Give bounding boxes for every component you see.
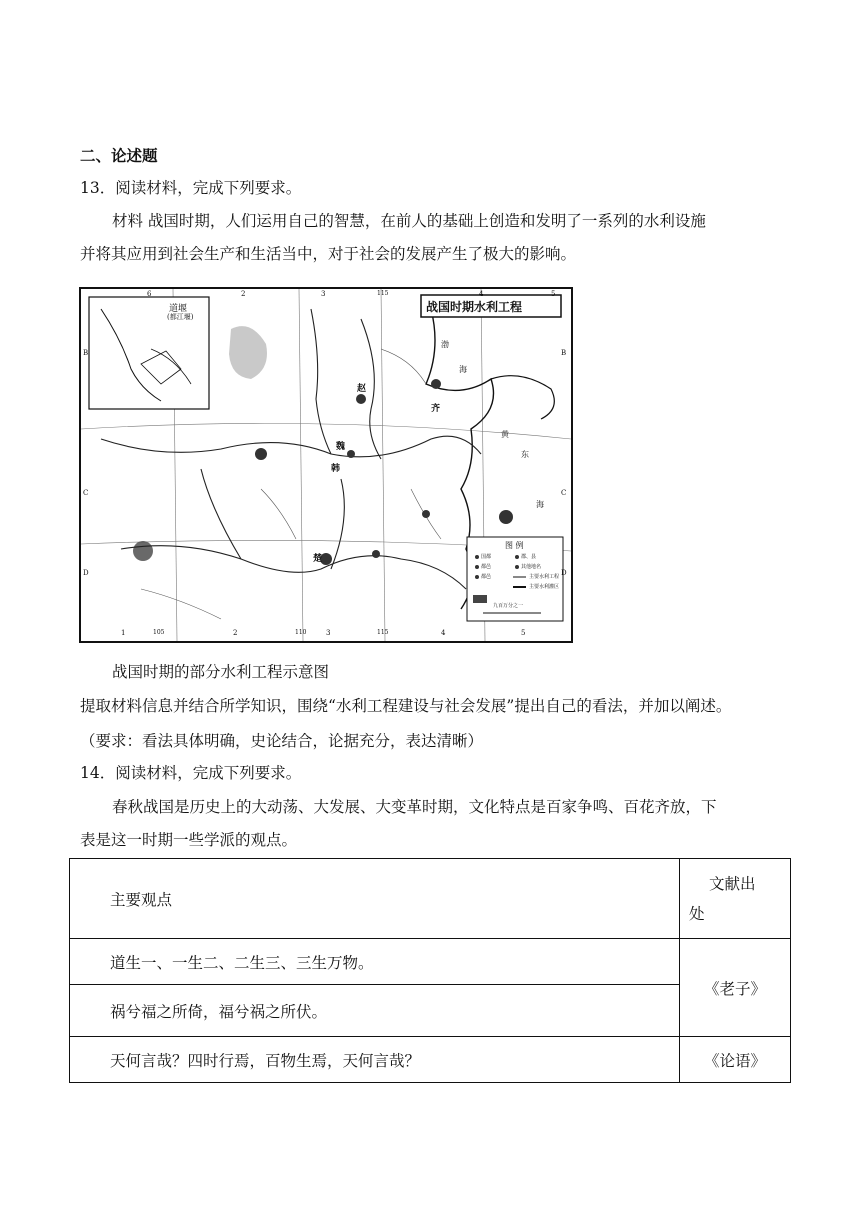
schools-views-table — [69, 858, 791, 1083]
legend-item: 都邑 — [481, 564, 492, 570]
place-label: 渤 — [441, 340, 449, 349]
q13-task-line1: 提取材料信息并结合所学知识，围绕“水利工程建设与社会发展”提出自己的看法，并加以阐述。 — [80, 697, 732, 715]
q13-material-line2: 并将其应用到社会生产和生活当中，对于社会的发展产生了极大的影响。 — [80, 245, 577, 263]
table-header-row — [70, 859, 791, 939]
place-label: 齐 — [431, 404, 441, 414]
place-label: 楚 — [313, 554, 323, 564]
place-label: 赵 — [357, 384, 367, 394]
place-label: 海 — [459, 365, 467, 374]
legend-item: 其他地名 — [521, 564, 542, 570]
q13-task-line2: （要求：看法具体明确，史论结合，论据充分，表达清晰） — [80, 732, 484, 750]
grid-label-right: B — [561, 349, 567, 357]
place-label: 黄 — [501, 430, 509, 439]
header-source — [680, 859, 791, 939]
row-source: 《老子》 — [680, 939, 791, 1037]
grid-label-bottom: 2 — [233, 629, 238, 637]
map-caption: 战国时期的部分水利工程示意图 — [112, 663, 330, 681]
grid-label-bottom: 3 — [326, 629, 331, 637]
grid-label-top: 4 — [479, 290, 484, 298]
inset-subtitle: (都江堰) — [167, 313, 194, 321]
place-label: 海 — [536, 500, 544, 509]
section-heading: 二、论述题 — [80, 147, 158, 165]
place-label: 东 — [521, 450, 529, 459]
grid-label-bottom: 115 — [377, 629, 389, 636]
map-title: 战国时期水利工程 — [426, 300, 523, 314]
legend-item: 都邑 — [481, 574, 492, 580]
legend-item: 国都 — [481, 554, 492, 560]
q14-intro-line2: 表是这一时期一些学派的观点。 — [80, 831, 298, 849]
inset-title: 道堰 — [169, 304, 188, 314]
grid-label-top: 6 — [147, 290, 152, 298]
water-conservancy-map — [79, 287, 573, 643]
grid-label-left: D — [83, 569, 89, 577]
legend-item: 主要水利灌区 — [529, 584, 560, 590]
grid-label-left: C — [83, 489, 89, 497]
table-row — [70, 939, 791, 985]
grid-label-right: D — [561, 569, 567, 577]
table-row — [70, 1037, 791, 1083]
legend-title: 图 例 — [505, 541, 524, 550]
q14-intro-line1: 春秋战国是历史上的大动荡、大发展、大变革时期，文化特点是百家争鸣、百花齐放，下 — [112, 798, 717, 816]
grid-label-top: 5 — [551, 290, 556, 298]
legend-item: 主要水利工程 — [529, 574, 560, 580]
row-view: 天何言哉？四时行焉，百物生焉，天何言哉？ — [70, 1037, 680, 1083]
row-view: 祸兮福之所倚，福兮祸之所伏。 — [70, 985, 680, 1037]
q14-stem: 14．阅读材料，完成下列要求。 — [80, 764, 302, 782]
map-drawing — [81, 289, 571, 641]
grid-label-bottom: 4 — [441, 629, 446, 637]
place-label: 魏 — [336, 442, 346, 452]
grid-label-bottom: 110 — [295, 629, 307, 636]
grid-label-bottom: 105 — [153, 629, 165, 636]
grid-label-bottom: 1 — [121, 629, 126, 637]
q13-stem: 13．阅读材料，完成下列要求。 — [80, 179, 302, 197]
grid-label-top: 115 — [377, 290, 389, 297]
grid-label-left: B — [83, 349, 89, 357]
scale-text: 九百万分之一 — [493, 603, 524, 609]
header-view: 主要观点 — [70, 859, 680, 939]
place-label: 韩 — [331, 464, 341, 474]
grid-label-top: 3 — [321, 290, 326, 298]
row-view: 道生一、一生二、二生三、三生万物。 — [70, 939, 680, 985]
grid-label-bottom: 5 — [521, 629, 526, 637]
q13-material-line1: 材料 战国时期，人们运用自己的智慧，在前人的基础上创造和发明了一系列的水利设施 — [112, 212, 706, 230]
row-source: 《论语》 — [680, 1037, 791, 1083]
grid-label-right: C — [561, 489, 567, 497]
legend-item: 郡、县 — [521, 554, 537, 560]
grid-label-top: 2 — [241, 290, 246, 298]
header-source-line2: 处 — [689, 904, 705, 923]
header-source-line1: 文献出 — [709, 874, 756, 893]
